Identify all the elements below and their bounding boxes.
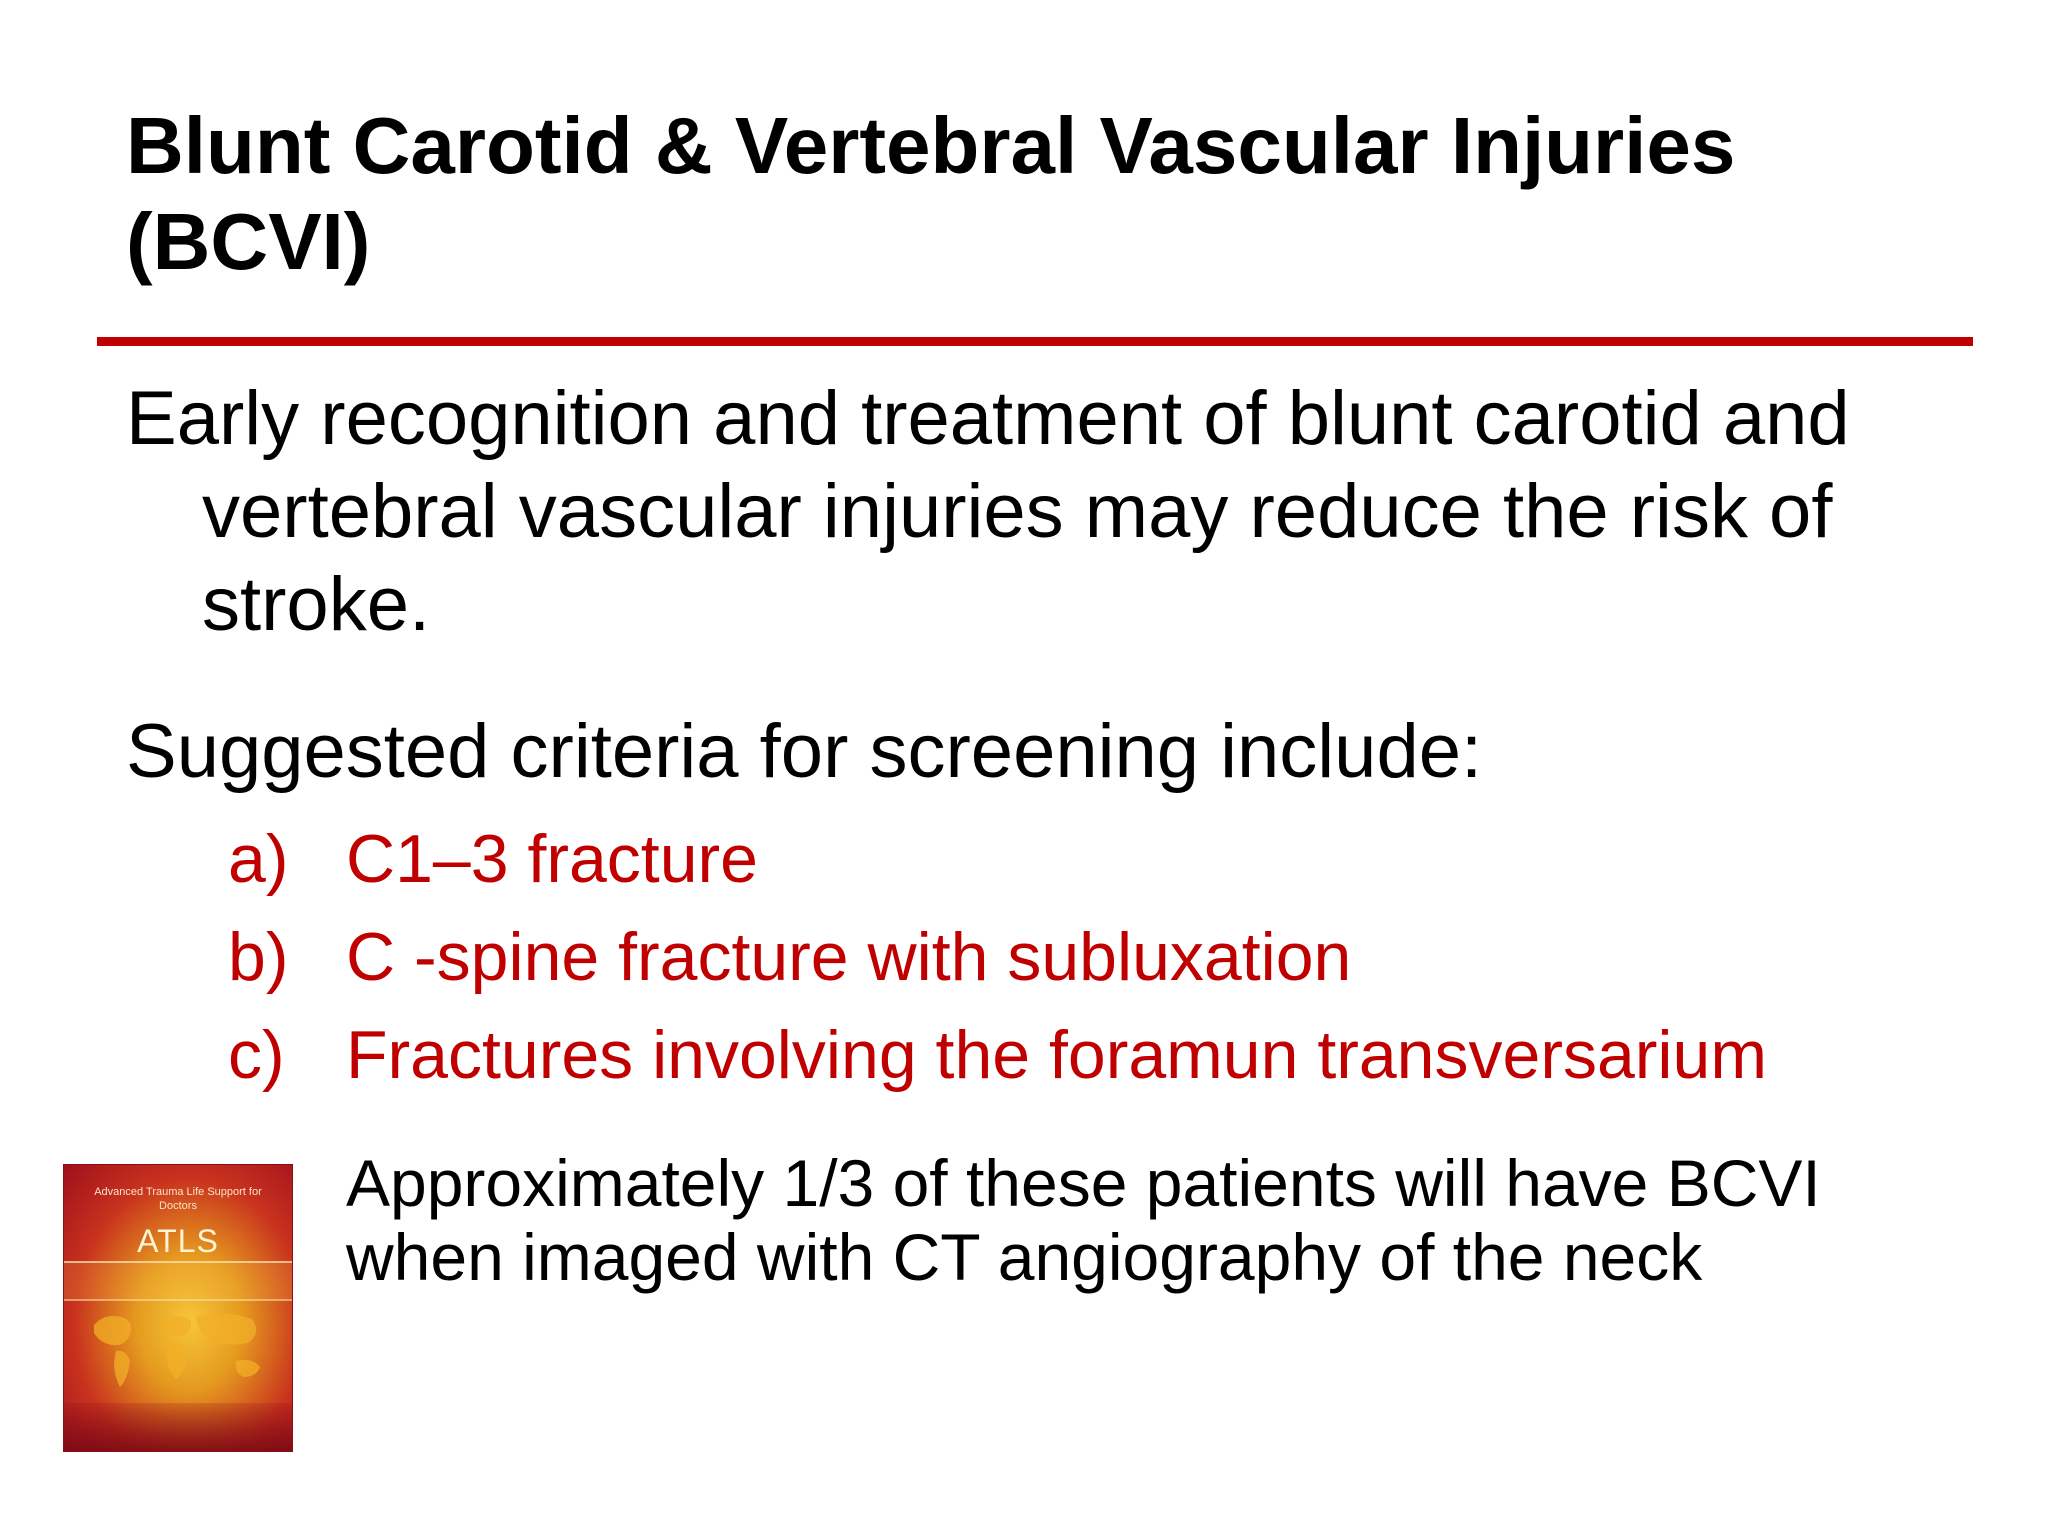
book-cover-footer — [64, 1403, 292, 1451]
criteria-text: Fractures involving the foramun transversarium — [346, 1017, 1767, 1093]
criteria-marker: b) — [228, 919, 289, 995]
atls-manual-cover-icon — [64, 1165, 292, 1451]
recognition-paragraph: Early recognition and treatment of blunt carotid and vertebral vascular injuries may reduce the risk of stroke. — [126, 376, 1850, 647]
criteria-marker: c) — [228, 1017, 285, 1093]
world-map-icon — [64, 1295, 292, 1405]
criteria-marker: a) — [228, 821, 289, 897]
slide-title-line-1: Blunt Carotid & Vertebral Vascular Injuries — [126, 101, 1736, 190]
title-divider — [97, 337, 1973, 346]
bcvi-note-line-1: Approximately 1/3 of these patients will have BCVI — [346, 1146, 1821, 1220]
criteria-text: C1–3 fracture — [346, 821, 758, 897]
bcvi-note-line-2: when imaged with CT angiography of the neck — [346, 1220, 1703, 1294]
slide-title — [126, 98, 1926, 290]
screening-criteria-heading: Suggested criteria for screening include: — [126, 709, 1483, 794]
criteria-text: C -spine fracture with subluxation — [346, 919, 1352, 995]
bcvi-incidence-note — [346, 1146, 1966, 1294]
slide-title-line-2: (BCVI) — [126, 197, 371, 286]
book-cover-subtitle: Advanced Trauma Life Support for Doctors — [94, 1186, 262, 1212]
book-cover-logo: ATLS — [137, 1223, 219, 1259]
